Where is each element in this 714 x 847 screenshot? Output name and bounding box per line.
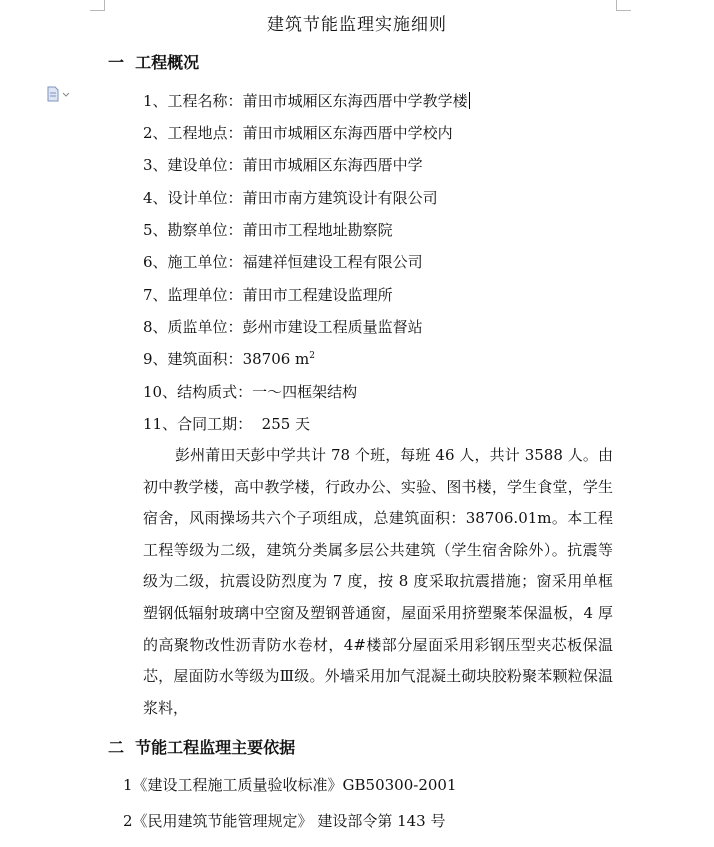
- reference-number: 2: [123, 812, 133, 830]
- reference-text: 《民用建筑节能管理规定》 建设部令第 143 号: [132, 812, 446, 830]
- item-number: 5、: [143, 221, 168, 239]
- item-value: 38706 m: [242, 350, 310, 368]
- section-title: 工程概况: [135, 53, 200, 72]
- section-number: 二: [108, 738, 125, 757]
- superscript: 2: [309, 351, 316, 361]
- item-number: 2、: [143, 124, 168, 142]
- item-label: 监理单位：: [167, 286, 243, 304]
- list-item: [143, 154, 423, 175]
- item-label: 施工单位：: [167, 253, 243, 271]
- item-label: 勘察单位：: [167, 221, 243, 239]
- section-title: 节能工程监理主要依据: [135, 738, 296, 757]
- item-value: 莆田市工程地址勘察院: [242, 221, 393, 239]
- list-item: [143, 316, 423, 337]
- item-number: 10、: [143, 383, 178, 401]
- list-item: [143, 284, 393, 305]
- item-label: 建筑面积：: [167, 350, 243, 368]
- item-number: 6、: [143, 253, 168, 271]
- item-value: 彭州市建设工程质量监督站: [242, 318, 423, 336]
- overview-paragraph: 彭州莆田天彭中学共计 78 个班，每班 46 人，共计 3588 人。由初中教学楼，高中教学楼，行政办公、实验、图书楼，学生食堂，学生宿舍，风雨操场共六个子项组成，总建筑面积：38706.01m。本工程工程等级为二级，建筑分类属多层公共建筑（学生宿舍除外）。抗震等级为二级，抗震设防烈度为 7 度，按 8 度采取抗震措施；窗采用单框塑钢低辐射玻璃中空窗及塑钢普通窗，屋面采用挤塑聚苯保温板，4 厚的高聚物改性沥青防水卷材，4#楼部分屋面采用彩钢压型夹芯板保温芯，屋面防水等级为Ⅲ级。外墙采用加气混凝土砌块胶粉聚苯颗粒保温浆料，: [143, 446, 613, 717]
- item-label: 工程名称：: [167, 92, 243, 110]
- item-label: 合同工期：: [177, 415, 253, 433]
- reference-text: 《建设工程施工质量验收标准》GB50300-2001: [132, 776, 457, 794]
- item-value: 莆田市工程建设监理所: [242, 286, 393, 304]
- item-number: 11、: [143, 415, 178, 433]
- list-item: [143, 187, 438, 208]
- item-number: 8、: [143, 318, 168, 336]
- document-icon[interactable]: [46, 86, 72, 102]
- list-item: [143, 90, 470, 111]
- text-cursor: [469, 92, 470, 109]
- item-number: 3、: [143, 156, 168, 174]
- document-title: 建筑节能监理实施细则: [267, 15, 447, 35]
- item-label: 结构质式：: [177, 383, 253, 401]
- list-item: [143, 219, 393, 240]
- section-heading-2: [108, 735, 295, 758]
- item-number: 7、: [143, 286, 168, 304]
- item-label: 设计单位：: [167, 189, 243, 207]
- section-number: 一: [108, 53, 125, 72]
- list-item: [143, 251, 423, 272]
- list-item: [143, 348, 315, 369]
- item-number: 9、: [143, 350, 168, 368]
- reference-number: 1: [123, 776, 133, 794]
- item-value: 莆田市城厢区东海西厝中学教学楼: [242, 92, 468, 110]
- item-value: 一～四框架结构: [252, 383, 358, 401]
- list-item: [143, 413, 310, 434]
- item-label: 工程地点：: [167, 124, 243, 142]
- item-label: 建设单位：: [167, 156, 243, 174]
- item-value: 莆田市城厢区东海西厝中学: [242, 156, 423, 174]
- reference-item: [123, 774, 457, 795]
- item-number: 1、: [143, 92, 168, 110]
- item-label: 质监单位：: [167, 318, 243, 336]
- item-value: 福建祥恒建设工程有限公司: [242, 253, 423, 271]
- reference-item: [123, 810, 445, 831]
- section-heading-1: [108, 50, 199, 73]
- list-item: [143, 122, 453, 143]
- item-number: 4、: [143, 189, 168, 207]
- list-item: [143, 381, 357, 402]
- item-value: 莆田市城厢区东海西厝中学校内: [242, 124, 453, 142]
- item-value: 莆田市南方建筑设计有限公司: [242, 189, 438, 207]
- item-value: 255 天: [252, 415, 311, 433]
